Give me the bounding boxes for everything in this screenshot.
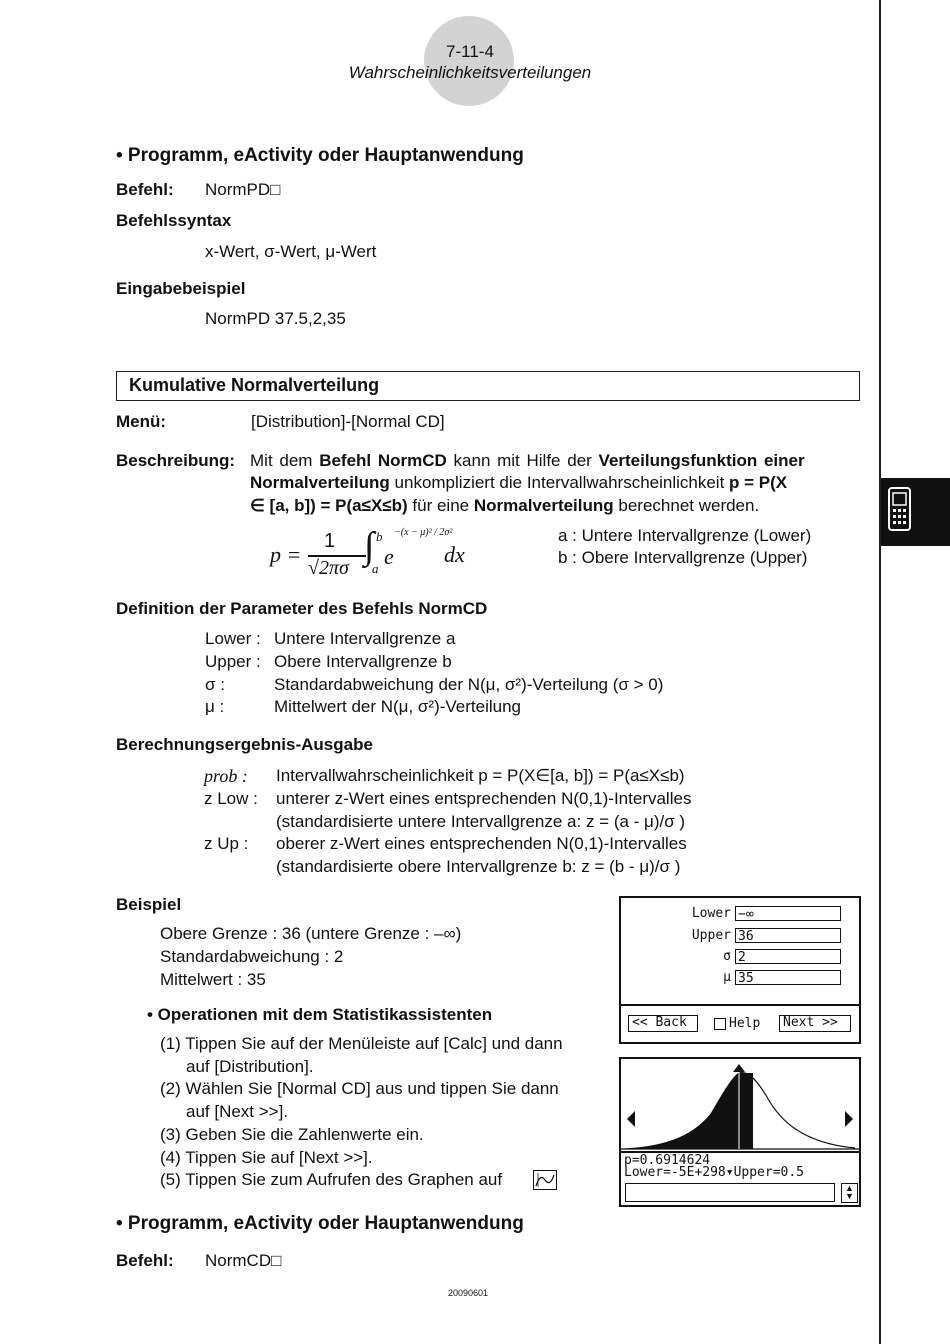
chapter-tab <box>881 478 950 546</box>
step: (4) Tippen Sie auf [Next >>]. <box>160 1148 373 1167</box>
page-number: 7-11-4 <box>446 42 494 61</box>
example-line: Mittelwert : 35 <box>160 970 266 989</box>
section1-heading: • Programm, eActivity oder Hauptanwendung <box>116 145 524 166</box>
desc-text: berechnet werden. <box>613 496 760 515</box>
field-label: μ <box>723 970 731 985</box>
formula-integral: ∫ <box>364 525 375 567</box>
result-line: (standardisierte obere Intervallgrenze b: z = (b - μ)/σ ) <box>276 857 681 876</box>
page-edge-line <box>879 0 881 1344</box>
legend-a: a : Untere Intervallgrenze (Lower) <box>558 526 812 545</box>
description-line3 <box>250 496 759 516</box>
formula-dx: dx <box>444 542 465 567</box>
formula-denominator: √2πσ <box>308 557 349 579</box>
param-text: Untere Intervallgrenze a <box>274 629 456 648</box>
param-key: μ : <box>205 697 225 716</box>
step: (2) Wählen Sie [Normal CD] aus und tippen Sie dann <box>160 1079 559 1098</box>
result-line: (standardisierte untere Intervallgrenze a: z = (a - μ)/σ ) <box>276 812 686 831</box>
menu-value: [Distribution]-[Normal CD] <box>251 412 445 431</box>
normal-curve-graph <box>621 1059 859 1151</box>
left-arrow-icon <box>627 1111 635 1127</box>
scroll-arrows-icon[interactable]: ▲ ▼ <box>841 1183 858 1203</box>
example-line: Standardabweichung : 2 <box>160 947 344 966</box>
syntax-value: x-Wert, σ-Wert, μ-Wert <box>205 242 377 261</box>
section-box-title: Kumulative Normalverteilung <box>129 375 380 395</box>
result-line: oberer z-Wert eines entsprechenden N(0,1)-Intervalles <box>276 834 687 853</box>
next-button[interactable]: Next >> <box>779 1015 851 1032</box>
step: (1) Tippen Sie auf der Menüleiste auf [Calc] und dann <box>160 1034 563 1053</box>
field-label: Lower <box>691 906 731 921</box>
desc-text: unkompliziert die Intervallwahrscheinlichkeit <box>389 473 730 492</box>
help-checkbox[interactable] <box>714 1018 726 1030</box>
calculator-screen-graph <box>619 1057 861 1207</box>
example-line: Obere Grenze : 36 (untere Grenze : –∞) <box>160 924 462 943</box>
calculator-icon <box>881 478 950 546</box>
back-button[interactable]: << Back <box>628 1015 698 1032</box>
graph-icon <box>533 1170 557 1190</box>
step: (3) Geben Sie die Zahlenwerte ein. <box>160 1125 424 1144</box>
result-key: prob : <box>204 766 248 786</box>
entry-box[interactable] <box>625 1183 835 1202</box>
formula-exponent: −(x − μ)² / 2σ² <box>394 527 453 538</box>
ops-heading: • Operationen mit dem Statistikassistenten <box>147 1005 493 1024</box>
step: auf [Distribution]. <box>186 1057 314 1076</box>
result-line: Intervallwahrscheinlichkeit p = P(X∈[a, b]) = P(a≤X≤b) <box>276 766 685 785</box>
formula-upper-limit: b <box>376 529 383 544</box>
help-label: Help <box>729 1016 761 1031</box>
befehl-label: Befehl: <box>116 1251 174 1270</box>
result-key: z Low : <box>204 789 258 808</box>
calculator-screen-input <box>619 896 861 1044</box>
field-label: Upper <box>691 928 731 943</box>
formula-e: e <box>384 544 394 569</box>
description-line2 <box>250 473 787 493</box>
chapter-title: Wahrscheinlichkeitsverteilungen <box>348 63 592 82</box>
section2-heading: • Programm, eActivity oder Hauptanwendung <box>116 1213 524 1234</box>
upper-field[interactable]: 36 <box>735 928 841 943</box>
results-heading: Berechnungsergebnis-Ausgabe <box>116 735 373 754</box>
params-heading: Definition der Parameter des Befehls NormCD <box>116 599 488 618</box>
result-p: p=0.6914624 <box>624 1153 711 1168</box>
section-title-box <box>116 371 860 401</box>
result-key: z Up : <box>204 834 249 853</box>
desc-text: kann mit Hilfe der <box>446 451 599 470</box>
description-line1 <box>250 451 805 471</box>
befehl-label: Befehl: <box>116 180 174 199</box>
up-arrow-icon <box>733 1064 745 1072</box>
desc-formula: p = P(X <box>729 473 788 492</box>
formula-numerator: 1 <box>324 530 336 552</box>
step: (5) Tippen Sie zum Aufrufen des Graphen auf <box>160 1170 503 1189</box>
syntax-label: Befehlssyntax <box>116 211 232 230</box>
desc-bold: Befehl NormCD <box>319 451 447 470</box>
lower-field[interactable]: −∞ <box>735 906 841 921</box>
desc-bold: Normalverteilung <box>473 496 614 515</box>
legend-b: b : Obere Intervallgrenze (Upper) <box>558 548 808 567</box>
formula-lhs: p = <box>270 542 302 567</box>
desc-text: Mit dem <box>250 451 320 470</box>
result-line: unterer z-Wert eines entsprechenden N(0,1)-Intervalles <box>276 789 692 808</box>
right-arrow-icon <box>845 1111 853 1127</box>
param-key: Upper : <box>205 652 261 671</box>
shaded-area <box>625 1073 753 1149</box>
description-label: Beschreibung: <box>116 451 236 470</box>
example-value: NormPD 37.5,2,35 <box>205 309 346 328</box>
desc-text: für eine <box>407 496 474 515</box>
result-bounds: Lower=-5E+298▾Upper=0.5 <box>624 1165 805 1180</box>
param-text: Obere Intervallgrenze b <box>274 652 452 671</box>
step: auf [Next >>]. <box>186 1102 289 1121</box>
param-text: Mittelwert der N(μ, σ²)-Verteilung <box>274 697 522 716</box>
param-key: Lower : <box>205 629 261 648</box>
befehl-value: NormCD□ <box>205 1251 282 1270</box>
calc-divider <box>621 1004 859 1006</box>
befehl-value: NormPD□ <box>205 180 281 199</box>
mu-field[interactable]: 35 <box>735 970 841 985</box>
desc-bold: Verteilungsfunktion einer <box>598 451 805 470</box>
param-text: Standardabweichung der N(μ, σ²)-Verteilung (σ > 0) <box>274 675 664 694</box>
field-label: σ <box>723 949 731 964</box>
menu-label: Menü: <box>116 412 167 431</box>
desc-bold: Normalverteilung <box>250 473 390 492</box>
param-key: σ : <box>205 675 225 694</box>
sigma-field[interactable]: 2 <box>735 949 841 964</box>
desc-formula: ∈ [a, b]) = P(a≤X≤b) <box>250 496 408 515</box>
example-label: Eingabebeispiel <box>116 279 246 298</box>
footer-code: 20090601 <box>448 1288 489 1298</box>
example-heading: Beispiel <box>116 895 182 914</box>
formula-lower-limit: a <box>372 561 379 576</box>
